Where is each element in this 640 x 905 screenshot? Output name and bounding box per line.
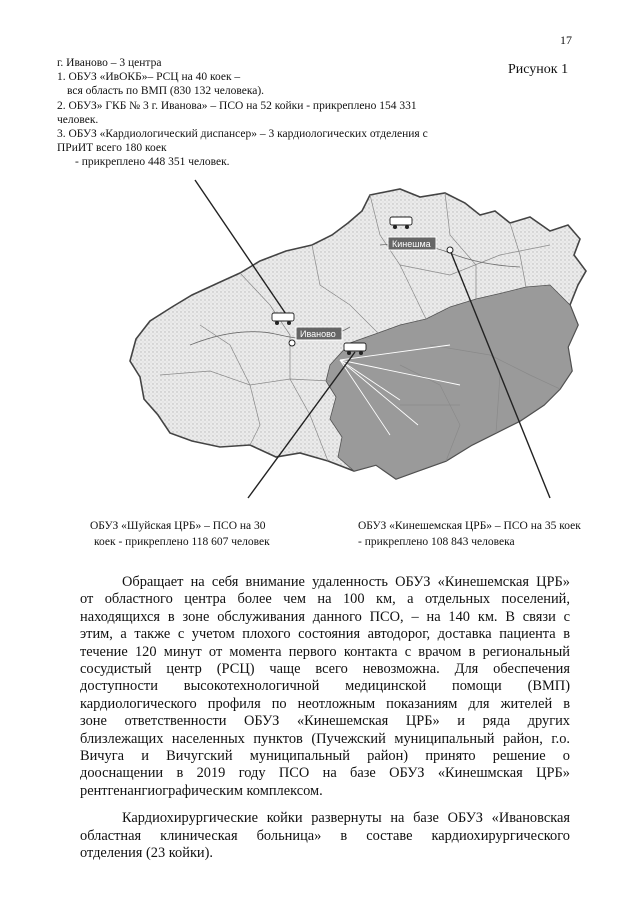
- caption-line: ОБУЗ «Шуйская ЦРБ» – ПСО на 30: [90, 520, 266, 532]
- figure-legend: [57, 56, 497, 170]
- text-line: кардиологического профиля по неотложным показаниям для жителей в: [80, 695, 570, 712]
- text-line: рентгенангиографическим комплексом.: [80, 782, 323, 799]
- city-label-ivanovo: Иваново: [300, 329, 336, 339]
- paragraph-1: [80, 574, 570, 800]
- legend-line: 3. ОБУЗ «Кардиологический диспансер» – 3 кардиологических отделения с: [57, 128, 428, 141]
- legend-line: 2. ОБУЗ» ГКБ № 3 г. Иванова» – ПСО на 52 койки - прикреплено 154 331: [57, 99, 417, 112]
- body-text: [80, 574, 570, 863]
- text-line: Обращает на себя внимание удаленность ОБУЗ «Кинешемская ЦРБ»: [122, 574, 570, 590]
- text-line: сосудистый центр (РСЦ) чаще всего невозможна. Для обеспечения: [80, 661, 570, 678]
- text-line: доступности высокотехнологичной медицинской помощи (ВМП): [80, 678, 570, 695]
- text-line: дооснащении в 2019 году ПСО на базе ОБУЗ «Кинешмская ЦРБ»: [80, 765, 570, 782]
- text-line: находящихся в зоне обслуживания данного ПСО, – на 140 км. В связи с: [80, 608, 570, 625]
- legend-line: ПРиИТ всего 180 коек: [57, 142, 167, 155]
- text-line: течение 120 минут от момента первого контакта с врачом в региональный: [80, 643, 570, 660]
- legend-line: вся область по ВМП (830 132 человека).: [67, 85, 265, 98]
- text-line: отделения (23 койки).: [80, 845, 214, 862]
- caption-kineshma: [358, 518, 581, 550]
- legend-line: г. Иваново – 3 центра: [57, 57, 162, 69]
- caption-line: - прикреплено 108 843 человека: [358, 536, 515, 548]
- text-line: зоне ответственности ОБУЗ «Кинешемская ЦРБ» и ряда других: [80, 713, 570, 730]
- text-line: областная клиническая больница» в составе кардиохирургического: [80, 827, 570, 844]
- text-line: Кардиохирургические койки развернуты на базе ОБУЗ «Ивановская: [122, 810, 570, 827]
- page-number: 17: [560, 33, 572, 47]
- caption-shuya: [90, 518, 270, 550]
- region-map: [100, 175, 600, 505]
- legend-line: человек.: [57, 113, 99, 126]
- legend-line: - прикреплено 448 351 человек.: [75, 156, 230, 169]
- text-line: близлежащих населенных пунктов (Пучежский муниципальный район, г.о.: [80, 730, 570, 747]
- caption-line: коек - прикреплено 118 607 человек: [94, 536, 270, 548]
- paragraph-2: [80, 810, 570, 862]
- legend-line: 1. ОБУЗ «ИвОКБ»– РСЦ на 40 коек –: [57, 71, 241, 84]
- text-line: от областного центра более чем на 100 км, а отдельных поселений,: [80, 591, 570, 608]
- text-line: Вичуга и Вичугский муниципальный район) принято решение о: [80, 748, 570, 765]
- figure-label: Рисунок 1: [508, 62, 569, 77]
- text-line: этим, а также с учетом плохого состояния автодорог, доставка пациента в: [80, 626, 570, 643]
- caption-line: ОБУЗ «Кинешемская ЦРБ» – ПСО на 35 коек: [358, 520, 581, 532]
- city-label-kineshma: Кинешма: [392, 239, 431, 249]
